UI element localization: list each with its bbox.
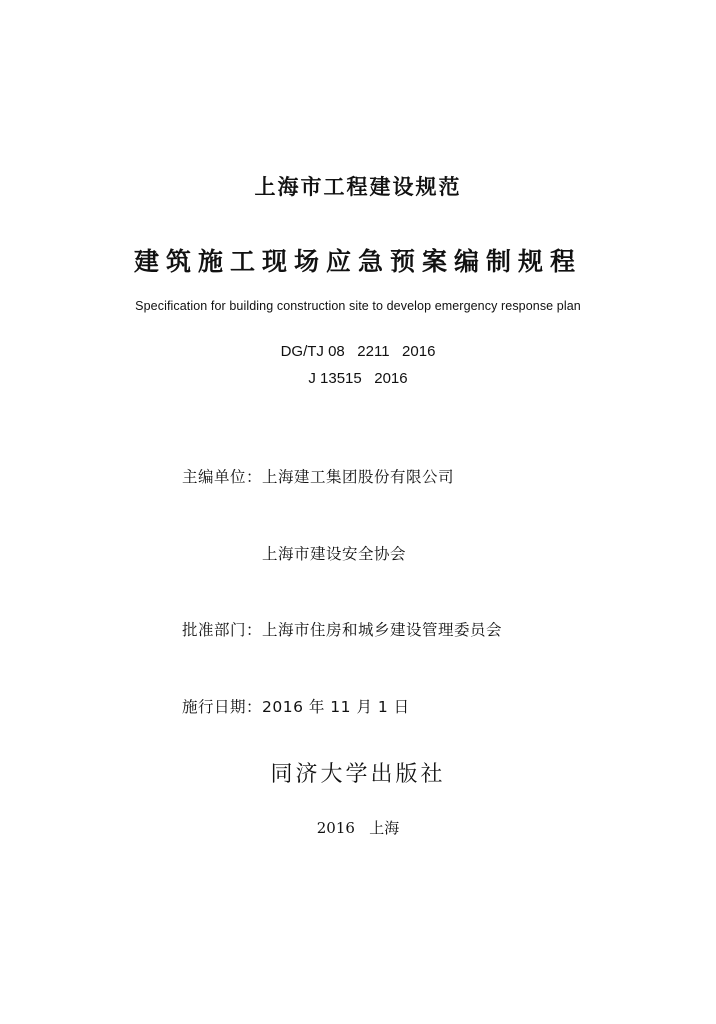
chief-editor-value-1: 上海建工集团股份有限公司 (262, 468, 455, 486)
record-code: J 13515 2016 (308, 370, 408, 387)
publisher-name: 同济大学出版社 (270, 762, 446, 787)
approver-value: 上海市住房和城乡建设管理委员会 (262, 621, 503, 639)
effective-date-label: 施行日期： (182, 697, 263, 716)
standard-code: DG/TJ 08 2211 2016 (280, 343, 436, 360)
info-row-chief-editor-2 (182, 542, 502, 568)
publish-year-place: 2016 上海 (316, 819, 400, 837)
publication-info (182, 414, 502, 771)
approver-label: 批准部门： (182, 621, 263, 639)
series-title: 上海市工程建设规范 (254, 175, 462, 199)
info-label-spacer (182, 542, 262, 568)
info-row-chief-editor (182, 465, 502, 491)
effective-date-value: 2016 年 11 月 1 日 (262, 697, 410, 716)
english-title: Specification for building construction site to develop emergency response plan (135, 299, 581, 313)
info-row-approver (182, 618, 502, 644)
main-title: 建筑施工现场应急预案编制规程 (133, 247, 582, 276)
chief-editor-label: 主编单位： (182, 468, 263, 486)
info-row-effective-date (182, 695, 502, 721)
chief-editor-value-2: 上海市建设安全协会 (262, 544, 407, 563)
